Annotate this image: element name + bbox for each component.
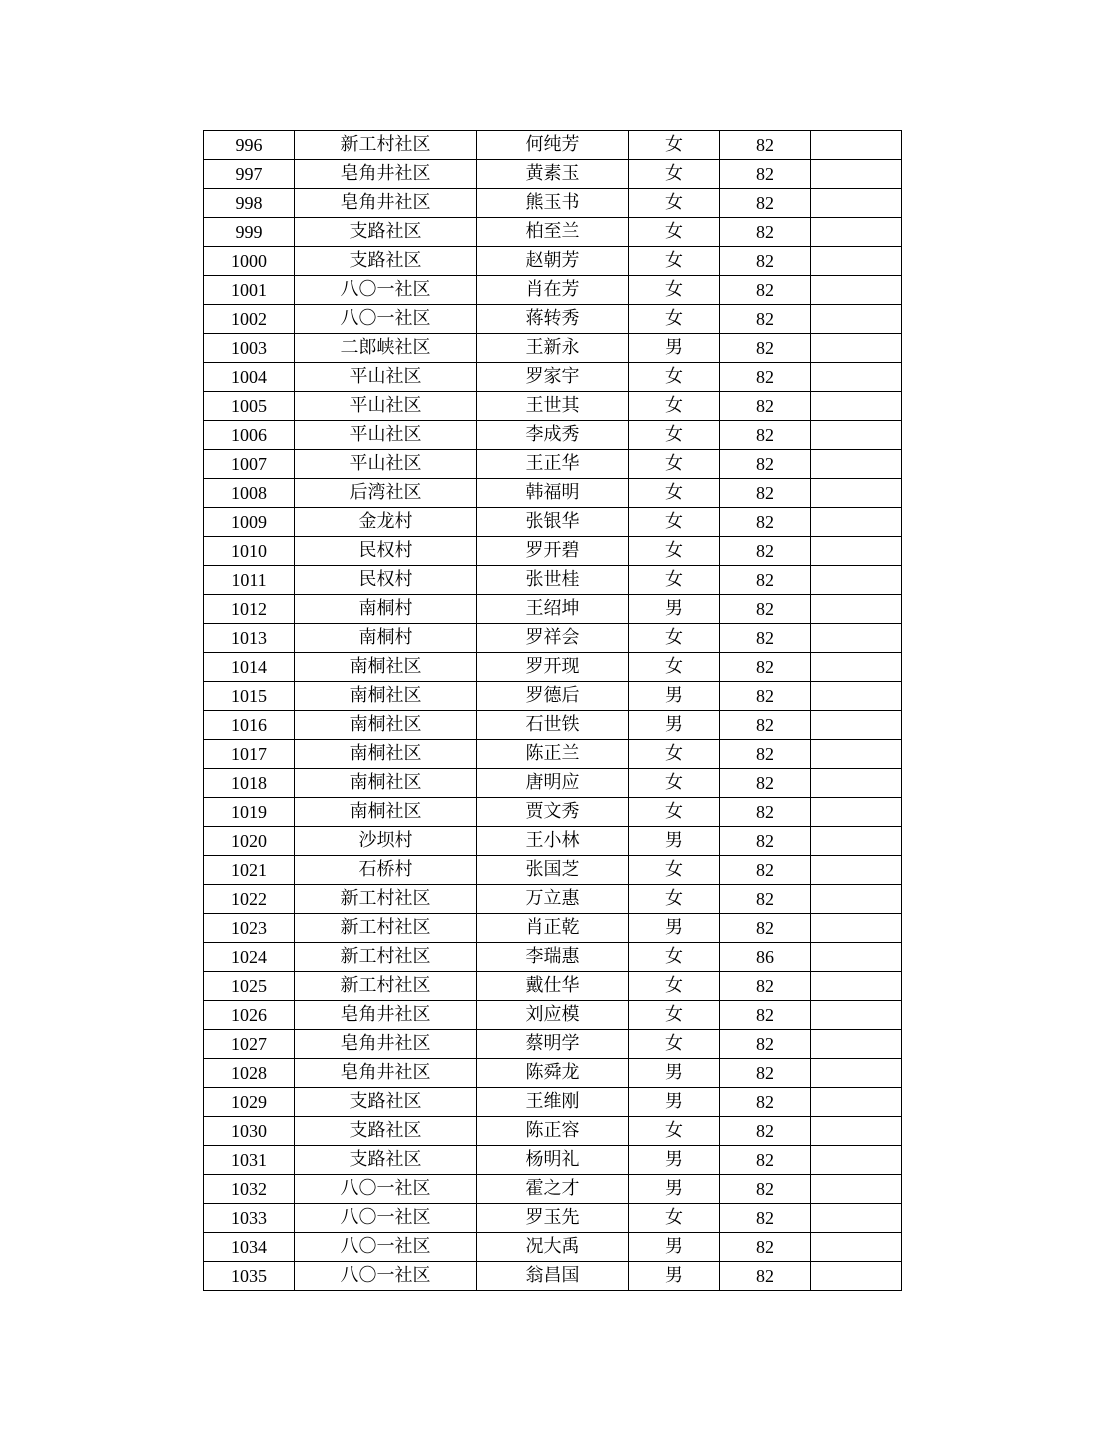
index-cell: 1032	[204, 1175, 295, 1204]
community-cell: 新工村社区	[295, 943, 477, 972]
index-cell: 1023	[204, 914, 295, 943]
gender-cell: 男	[629, 914, 720, 943]
remark-cell	[811, 537, 902, 566]
index-cell: 1033	[204, 1204, 295, 1233]
age-cell: 82	[720, 711, 811, 740]
age-cell: 82	[720, 305, 811, 334]
name-cell: 王维刚	[477, 1088, 629, 1117]
name-cell: 陈正容	[477, 1117, 629, 1146]
index-cell: 1008	[204, 479, 295, 508]
remark-cell	[811, 1088, 902, 1117]
index-cell: 1031	[204, 1146, 295, 1175]
gender-cell: 女	[629, 856, 720, 885]
remark-cell	[811, 682, 902, 711]
gender-cell: 女	[629, 392, 720, 421]
name-cell: 况大禹	[477, 1233, 629, 1262]
index-cell: 1035	[204, 1262, 295, 1291]
index-cell: 1016	[204, 711, 295, 740]
remark-cell	[811, 1030, 902, 1059]
gender-cell: 女	[629, 1030, 720, 1059]
age-cell: 82	[720, 450, 811, 479]
age-cell: 82	[720, 131, 811, 160]
gender-cell: 女	[629, 160, 720, 189]
gender-cell: 男	[629, 1146, 720, 1175]
index-cell: 1000	[204, 247, 295, 276]
data-table	[203, 130, 902, 1291]
index-cell: 999	[204, 218, 295, 247]
community-cell: 平山社区	[295, 421, 477, 450]
index-cell: 1014	[204, 653, 295, 682]
index-cell: 1012	[204, 595, 295, 624]
age-cell: 82	[720, 566, 811, 595]
table-row	[204, 740, 902, 769]
remark-cell	[811, 856, 902, 885]
index-cell: 996	[204, 131, 295, 160]
name-cell: 罗德后	[477, 682, 629, 711]
gender-cell: 女	[629, 218, 720, 247]
age-cell: 82	[720, 595, 811, 624]
name-cell: 翁昌国	[477, 1262, 629, 1291]
table-row	[204, 479, 902, 508]
community-cell: 支路社区	[295, 218, 477, 247]
age-cell: 82	[720, 1001, 811, 1030]
age-cell: 82	[720, 247, 811, 276]
name-cell: 张银华	[477, 508, 629, 537]
index-cell: 1019	[204, 798, 295, 827]
table-row	[204, 1233, 902, 1262]
remark-cell	[811, 363, 902, 392]
table-row	[204, 1059, 902, 1088]
community-cell: 八〇一社区	[295, 1233, 477, 1262]
community-cell: 八〇一社区	[295, 1262, 477, 1291]
table-row	[204, 334, 902, 363]
name-cell: 李瑞惠	[477, 943, 629, 972]
gender-cell: 女	[629, 247, 720, 276]
remark-cell	[811, 566, 902, 595]
remark-cell	[811, 653, 902, 682]
age-cell: 82	[720, 479, 811, 508]
community-cell: 金龙村	[295, 508, 477, 537]
index-cell: 1027	[204, 1030, 295, 1059]
table-row	[204, 769, 902, 798]
age-cell: 82	[720, 624, 811, 653]
index-cell: 1022	[204, 885, 295, 914]
table-row	[204, 972, 902, 1001]
remark-cell	[811, 450, 902, 479]
community-cell: 皂角井社区	[295, 189, 477, 218]
age-cell: 82	[720, 769, 811, 798]
age-cell: 82	[720, 218, 811, 247]
name-cell: 王绍坤	[477, 595, 629, 624]
table-row	[204, 537, 902, 566]
name-cell: 罗玉先	[477, 1204, 629, 1233]
table-row	[204, 1262, 902, 1291]
gender-cell: 男	[629, 1175, 720, 1204]
gender-cell: 女	[629, 508, 720, 537]
gender-cell: 女	[629, 624, 720, 653]
table-row	[204, 1117, 902, 1146]
table-row	[204, 1204, 902, 1233]
name-cell: 王世其	[477, 392, 629, 421]
age-cell: 82	[720, 421, 811, 450]
index-cell: 1001	[204, 276, 295, 305]
gender-cell: 女	[629, 769, 720, 798]
remark-cell	[811, 1117, 902, 1146]
table-row	[204, 508, 902, 537]
remark-cell	[811, 392, 902, 421]
age-cell: 82	[720, 740, 811, 769]
community-cell: 南桐社区	[295, 682, 477, 711]
age-cell: 82	[720, 537, 811, 566]
age-cell: 82	[720, 798, 811, 827]
name-cell: 黄素玉	[477, 160, 629, 189]
table-row	[204, 1146, 902, 1175]
name-cell: 王正华	[477, 450, 629, 479]
community-cell: 支路社区	[295, 247, 477, 276]
index-cell: 1026	[204, 1001, 295, 1030]
community-cell: 后湾社区	[295, 479, 477, 508]
community-cell: 新工村社区	[295, 972, 477, 1001]
index-cell: 997	[204, 160, 295, 189]
remark-cell	[811, 1146, 902, 1175]
name-cell: 陈正兰	[477, 740, 629, 769]
community-cell: 皂角井社区	[295, 1059, 477, 1088]
gender-cell: 女	[629, 450, 720, 479]
table-row	[204, 276, 902, 305]
table-row	[204, 653, 902, 682]
index-cell: 998	[204, 189, 295, 218]
remark-cell	[811, 885, 902, 914]
remark-cell	[811, 334, 902, 363]
table-row	[204, 1030, 902, 1059]
gender-cell: 女	[629, 566, 720, 595]
name-cell: 唐明应	[477, 769, 629, 798]
name-cell: 杨明礼	[477, 1146, 629, 1175]
community-cell: 支路社区	[295, 1117, 477, 1146]
name-cell: 贾文秀	[477, 798, 629, 827]
gender-cell: 男	[629, 682, 720, 711]
table-row	[204, 1088, 902, 1117]
index-cell: 1017	[204, 740, 295, 769]
community-cell: 沙坝村	[295, 827, 477, 856]
community-cell: 新工村社区	[295, 131, 477, 160]
community-cell: 八〇一社区	[295, 1204, 477, 1233]
gender-cell: 男	[629, 1233, 720, 1262]
gender-cell: 女	[629, 1001, 720, 1030]
community-cell: 八〇一社区	[295, 1175, 477, 1204]
table-row	[204, 856, 902, 885]
name-cell: 戴仕华	[477, 972, 629, 1001]
table-row	[204, 160, 902, 189]
community-cell: 南桐社区	[295, 653, 477, 682]
table-row	[204, 682, 902, 711]
name-cell: 陈舜龙	[477, 1059, 629, 1088]
gender-cell: 女	[629, 653, 720, 682]
age-cell: 82	[720, 392, 811, 421]
table-row	[204, 943, 902, 972]
index-cell: 1028	[204, 1059, 295, 1088]
gender-cell: 女	[629, 189, 720, 218]
index-cell: 1034	[204, 1233, 295, 1262]
gender-cell: 男	[629, 1059, 720, 1088]
remark-cell	[811, 1059, 902, 1088]
index-cell: 1007	[204, 450, 295, 479]
table-row	[204, 247, 902, 276]
gender-cell: 女	[629, 276, 720, 305]
community-cell: 南桐社区	[295, 740, 477, 769]
remark-cell	[811, 1001, 902, 1030]
table-row	[204, 421, 902, 450]
age-cell: 82	[720, 972, 811, 1001]
name-cell: 张国芝	[477, 856, 629, 885]
age-cell: 82	[720, 827, 811, 856]
index-cell: 1003	[204, 334, 295, 363]
age-cell: 82	[720, 363, 811, 392]
community-cell: 新工村社区	[295, 914, 477, 943]
remark-cell	[811, 740, 902, 769]
name-cell: 罗开现	[477, 653, 629, 682]
name-cell: 赵朝芳	[477, 247, 629, 276]
index-cell: 1011	[204, 566, 295, 595]
age-cell: 82	[720, 1262, 811, 1291]
table-row	[204, 595, 902, 624]
index-cell: 1002	[204, 305, 295, 334]
gender-cell: 男	[629, 595, 720, 624]
table-row	[204, 914, 902, 943]
gender-cell: 女	[629, 972, 720, 1001]
table-row	[204, 827, 902, 856]
age-cell: 82	[720, 508, 811, 537]
remark-cell	[811, 1175, 902, 1204]
name-cell: 蔡明学	[477, 1030, 629, 1059]
community-cell: 新工村社区	[295, 885, 477, 914]
table-row	[204, 392, 902, 421]
index-cell: 1013	[204, 624, 295, 653]
gender-cell: 女	[629, 479, 720, 508]
gender-cell: 女	[629, 1117, 720, 1146]
age-cell: 82	[720, 160, 811, 189]
remark-cell	[811, 421, 902, 450]
remark-cell	[811, 1233, 902, 1262]
gender-cell: 男	[629, 711, 720, 740]
age-cell: 82	[720, 1233, 811, 1262]
gender-cell: 男	[629, 1088, 720, 1117]
index-cell: 1004	[204, 363, 295, 392]
remark-cell	[811, 131, 902, 160]
remark-cell	[811, 1262, 902, 1291]
remark-cell	[811, 508, 902, 537]
name-cell: 霍之才	[477, 1175, 629, 1204]
community-cell: 皂角井社区	[295, 1001, 477, 1030]
community-cell: 南桐社区	[295, 769, 477, 798]
table-row	[204, 363, 902, 392]
community-cell: 南桐社区	[295, 798, 477, 827]
name-cell: 张世桂	[477, 566, 629, 595]
community-cell: 平山社区	[295, 450, 477, 479]
table-row	[204, 885, 902, 914]
community-cell: 二郎峡社区	[295, 334, 477, 363]
name-cell: 肖正乾	[477, 914, 629, 943]
index-cell: 1010	[204, 537, 295, 566]
age-cell: 82	[720, 1175, 811, 1204]
name-cell: 肖在芳	[477, 276, 629, 305]
age-cell: 82	[720, 1204, 811, 1233]
age-cell: 82	[720, 1030, 811, 1059]
gender-cell: 女	[629, 1204, 720, 1233]
gender-cell: 女	[629, 943, 720, 972]
age-cell: 82	[720, 1146, 811, 1175]
age-cell: 82	[720, 334, 811, 363]
table-row	[204, 131, 902, 160]
name-cell: 王小林	[477, 827, 629, 856]
age-cell: 82	[720, 1117, 811, 1146]
remark-cell	[811, 305, 902, 334]
index-cell: 1009	[204, 508, 295, 537]
remark-cell	[811, 218, 902, 247]
table-row	[204, 711, 902, 740]
community-cell: 皂角井社区	[295, 1030, 477, 1059]
table-row	[204, 566, 902, 595]
age-cell: 82	[720, 682, 811, 711]
age-cell: 82	[720, 653, 811, 682]
gender-cell: 女	[629, 740, 720, 769]
remark-cell	[811, 827, 902, 856]
table-row	[204, 189, 902, 218]
community-cell: 支路社区	[295, 1146, 477, 1175]
name-cell: 何纯芳	[477, 131, 629, 160]
remark-cell	[811, 160, 902, 189]
table-row	[204, 218, 902, 247]
gender-cell: 女	[629, 421, 720, 450]
community-cell: 平山社区	[295, 363, 477, 392]
remark-cell	[811, 798, 902, 827]
table-body	[204, 131, 902, 1291]
index-cell: 1006	[204, 421, 295, 450]
community-cell: 南桐村	[295, 624, 477, 653]
community-cell: 民权村	[295, 566, 477, 595]
name-cell: 柏至兰	[477, 218, 629, 247]
index-cell: 1024	[204, 943, 295, 972]
index-cell: 1005	[204, 392, 295, 421]
table-row	[204, 450, 902, 479]
remark-cell	[811, 276, 902, 305]
name-cell: 罗开碧	[477, 537, 629, 566]
age-cell: 82	[720, 856, 811, 885]
index-cell: 1030	[204, 1117, 295, 1146]
community-cell: 皂角井社区	[295, 160, 477, 189]
remark-cell	[811, 595, 902, 624]
gender-cell: 女	[629, 363, 720, 392]
gender-cell: 男	[629, 1262, 720, 1291]
community-cell: 石桥村	[295, 856, 477, 885]
remark-cell	[811, 711, 902, 740]
community-cell: 支路社区	[295, 1088, 477, 1117]
index-cell: 1029	[204, 1088, 295, 1117]
table-row	[204, 624, 902, 653]
name-cell: 刘应模	[477, 1001, 629, 1030]
remark-cell	[811, 769, 902, 798]
table-row	[204, 1001, 902, 1030]
community-cell: 八〇一社区	[295, 276, 477, 305]
name-cell: 蒋转秀	[477, 305, 629, 334]
index-cell: 1025	[204, 972, 295, 1001]
gender-cell: 女	[629, 131, 720, 160]
remark-cell	[811, 943, 902, 972]
age-cell: 82	[720, 1088, 811, 1117]
name-cell: 罗祥会	[477, 624, 629, 653]
remark-cell	[811, 247, 902, 276]
gender-cell: 女	[629, 798, 720, 827]
name-cell: 王新永	[477, 334, 629, 363]
name-cell: 石世铁	[477, 711, 629, 740]
remark-cell	[811, 479, 902, 508]
age-cell: 82	[720, 914, 811, 943]
index-cell: 1018	[204, 769, 295, 798]
name-cell: 罗家宇	[477, 363, 629, 392]
remark-cell	[811, 189, 902, 218]
community-cell: 平山社区	[295, 392, 477, 421]
gender-cell: 女	[629, 537, 720, 566]
index-cell: 1015	[204, 682, 295, 711]
age-cell: 82	[720, 276, 811, 305]
name-cell: 韩福明	[477, 479, 629, 508]
age-cell: 82	[720, 885, 811, 914]
name-cell: 李成秀	[477, 421, 629, 450]
remark-cell	[811, 624, 902, 653]
age-cell: 82	[720, 189, 811, 218]
age-cell: 82	[720, 1059, 811, 1088]
table-row	[204, 798, 902, 827]
table-row	[204, 1175, 902, 1204]
community-cell: 南桐村	[295, 595, 477, 624]
age-cell: 86	[720, 943, 811, 972]
community-cell: 民权村	[295, 537, 477, 566]
community-cell: 南桐社区	[295, 711, 477, 740]
name-cell: 万立惠	[477, 885, 629, 914]
gender-cell: 女	[629, 305, 720, 334]
index-cell: 1020	[204, 827, 295, 856]
remark-cell	[811, 1204, 902, 1233]
gender-cell: 女	[629, 885, 720, 914]
table-row	[204, 305, 902, 334]
remark-cell	[811, 972, 902, 1001]
name-cell: 熊玉书	[477, 189, 629, 218]
index-cell: 1021	[204, 856, 295, 885]
remark-cell	[811, 914, 902, 943]
community-cell: 八〇一社区	[295, 305, 477, 334]
gender-cell: 男	[629, 827, 720, 856]
gender-cell: 男	[629, 334, 720, 363]
